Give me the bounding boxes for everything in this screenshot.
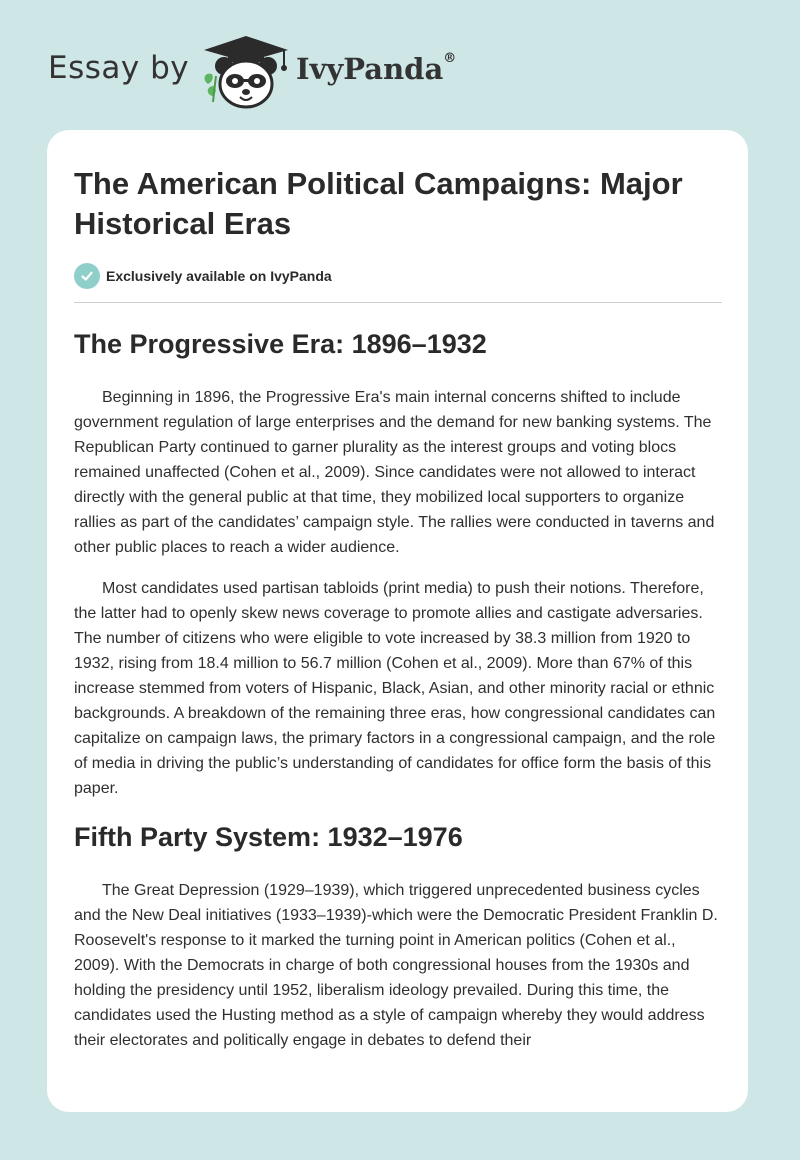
paragraph: The Great Depression (1929–1939), which triggered unprecedented business cycles and the New Deal initiatives (1933–1939)-which were the Democratic President Franklin D. Roosevelt's response to it marked the turning point in American politics (Cohen et al., 2009). With the Democrats in charge of both congressional houses from the 1930s and holding the presidency until 1952, liberalism ideology prevailed. During this time, the candidates used the Husting method as a style of campaign whereby they would address their electorates and politically engage in debates to defend their bbox=[74, 882, 718, 1049]
ivypanda-logo-icon[interactable] bbox=[198, 34, 294, 110]
section-heading: Fifth Party System: 1932–1976 bbox=[74, 822, 463, 852]
exclusive-badge bbox=[74, 263, 332, 289]
site-header bbox=[0, 0, 800, 130]
checkmark-icon bbox=[74, 263, 100, 289]
paragraph: Most candidates used partisan tabloids (print media) to push their notions. Therefore, the latter had to openly skew news coverage to promote allies and castigate adversaries. The number of citizens who were eligible to vote increased by 38.3 million from 1920 to 1932, rising from 18.4 million to 56.7 million (Cohen et al., 2009). More than 67% of this increase stemmed from voters of Hispanic, Black, Asian, and other minority racial or ethnic backgrounds. A breakdown of the remaining three eras, how congressional candidates can capitalize on campaign laws, the primary factors in a congressional campaign, and the role of media in driving the public’s understanding of candidates for office form the basis of this paper. bbox=[74, 580, 716, 797]
exclusive-badge-label: Exclusively available on IvyPanda bbox=[106, 268, 332, 284]
divider bbox=[74, 302, 722, 303]
registered-mark: ® bbox=[443, 51, 457, 67]
brand-name[interactable]: IvyPanda® bbox=[296, 51, 457, 86]
section-heading: The Progressive Era: 1896–1932 bbox=[74, 329, 487, 359]
paragraph: Beginning in 1896, the Progressive Era's main internal concerns shifted to include government regulation of large enterprises and the demand for new banking systems. The Republican Party continued to garner plurality as the interest groups and voting blocs remained unaffected (Cohen et al., 2009). Since candidates were not allowed to interact directly with the general public at that time, they mobilized local supporters to organize rallies as part of the candidates’ campaign style. The rallies were conducted in taverns and other public places to reach a wider audience. bbox=[74, 389, 715, 556]
essay-by-label: Essay by bbox=[48, 50, 190, 86]
article-title: The American Political Campaigns: Major Historical Eras bbox=[74, 166, 683, 241]
article-card bbox=[47, 130, 748, 1112]
